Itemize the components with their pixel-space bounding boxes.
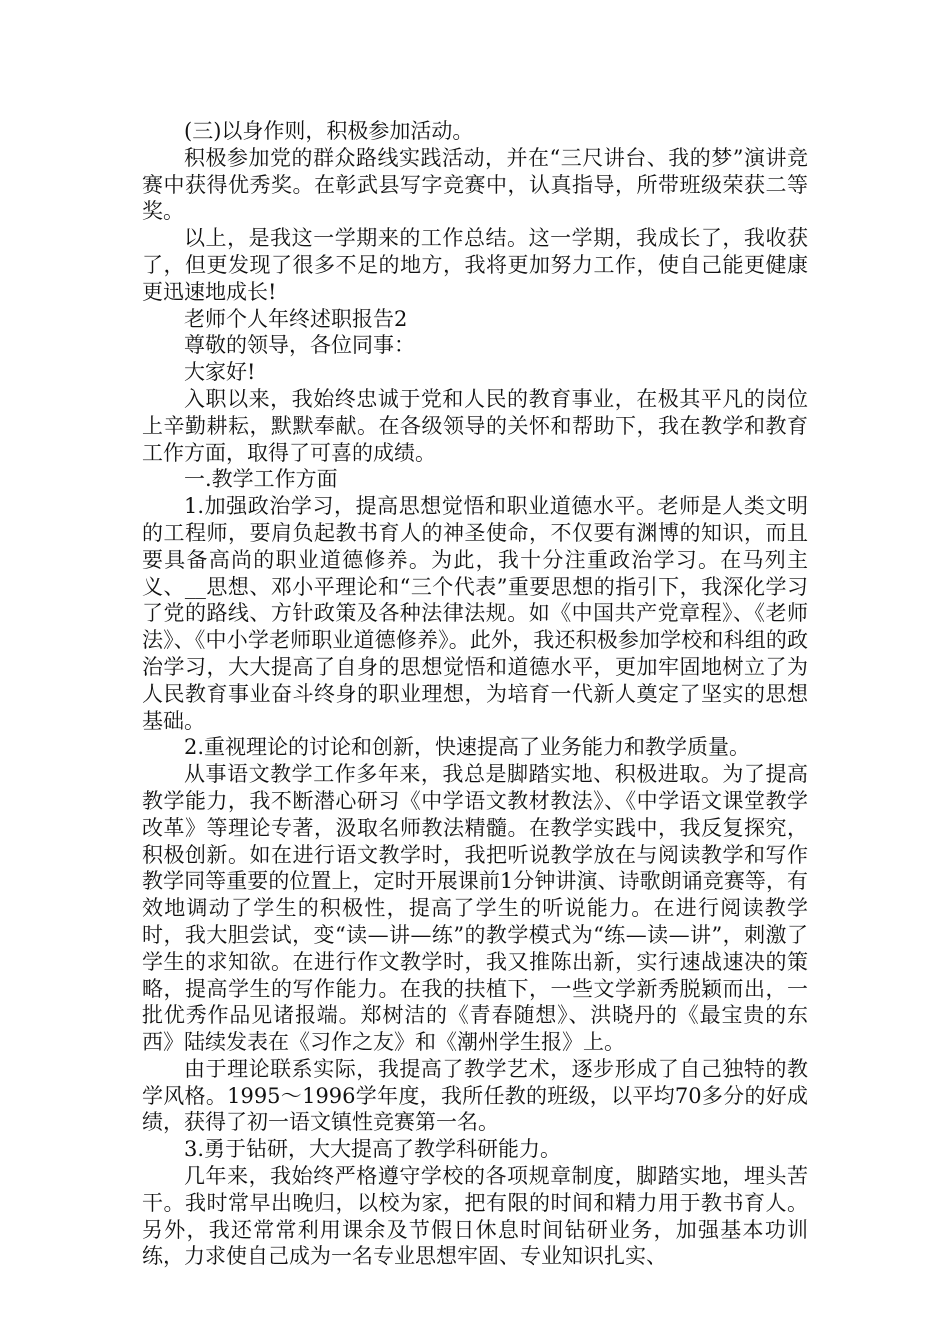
paragraph-intro: 入职以来，我始终忠诚于党和人民的教育事业，在极其平凡的岗位上辛勤耕耘，默默奉献。在各级领导的关怀和帮助下，我在教学和教育工作方面，取得了可喜的成绩。 bbox=[142, 386, 808, 465]
greeting: 大家好! bbox=[184, 360, 256, 385]
subheading-research: 3.勇于钻研，大大提高了教学科研能力。 bbox=[184, 1137, 562, 1162]
section-heading-teaching: 一.教学工作方面 bbox=[184, 467, 338, 492]
salutation: 尊敬的领导，各位同事： bbox=[184, 333, 415, 358]
paragraph-research: 几年来，我始终严格遵守学校的各项规章制度，脚踏实地，埋头苦干。我时常早出晚归，以校为家，把有限的时间和精力用于教书育人。另外，我还常常利用课余及节假日休息时间钻研业务，加强基本功训练，力求使自己成为一名专业思想牢固、专业知识扎实、 bbox=[142, 1164, 808, 1269]
paragraph-summary: 以上，是我这一学期来的工作总结。这一学期，我成长了，我收获了，但更发现了很多不足的地方，我将更加努力工作，使自己能更健康更迅速地成长! bbox=[142, 226, 808, 304]
subheading-theory: 2.重视理论的讨论和创新，快速提高了业务能力和教学质量。 bbox=[184, 735, 751, 760]
report-title: 老师个人年终述职报告2 bbox=[184, 306, 408, 331]
paragraph-political-study: 1.加强政治学习，提高思想觉悟和职业道德水平。老师是人类文明的工程师，要肩负起教书育人的神圣使命，不仅要有渊博的知识，而且要具备高尚的职业道德修养。为此，我十分注重政治学习。在马列主义、__思想、邓小平理论和“三个代表”重要思想的指引下，我深化学习了党的路线、方针政策及各种法律法规。如《中国共产党章程》、《老师法》、《中小学老师职业道德修养》。此外，我还积极参加学校和科组的政治学习，大大提高了自身的思想觉悟和道德水平，更加牢固地树立了为人民教育事业奋斗终身的职业理想，为培育一代新人奠定了坚实的思想基础。 bbox=[142, 494, 808, 733]
document-body bbox=[142, 118, 808, 1270]
paragraph-activities: 积极参加党的群众路线实践活动，并在“三尺讲台、我的梦”演讲竞赛中获得优秀奖。在彰武县写字竞赛中，认真指导，所带班级荣获二等奖。 bbox=[142, 145, 808, 224]
paragraph-teaching-style: 由于理论联系实际，我提高了教学艺术，逐步形成了自己独特的教学风格。1995～1996学年度，我所任教的班级，以平均70多分的好成绩，获得了初一语文镇性竞赛第一名。 bbox=[142, 1056, 808, 1135]
paragraph-teaching-practice: 从事语文教学工作多年来，我总是脚踏实地、积极进取。为了提高教学能力，我不断潜心研习《中学语文教材教法》、《中学语文课堂教学改革》等理论专著，汲取名师教法精髓。在教学实践中，我反复探究，积极创新。如在进行语文教学时，我把听说教学放在与阅读教学和写作教学同等重要的位置上，定时开展课前1分钟讲演、诗歌朗诵竞赛等，有效地调动了学生的积极性，提高了学生的听说能力。在进行阅读教学时，我大胆尝试，变“读—讲—练”的教学模式为“练—读—讲”，刺激了学生的求知欲。在进行作文教学时，我又推陈出新，实行速战速决的策略，提高学生的写作能力。在我的扶植下，一些文学新秀脱颖而出，一批优秀作品见诸报端。郑树洁的《青春随想》、洪晓丹的《最宝贵的东西》陆续发表在《习作之友》和《潮州学生报》上。 bbox=[142, 762, 808, 1055]
section-heading-activities: (三)以身作则，积极参加活动。 bbox=[184, 119, 474, 143]
